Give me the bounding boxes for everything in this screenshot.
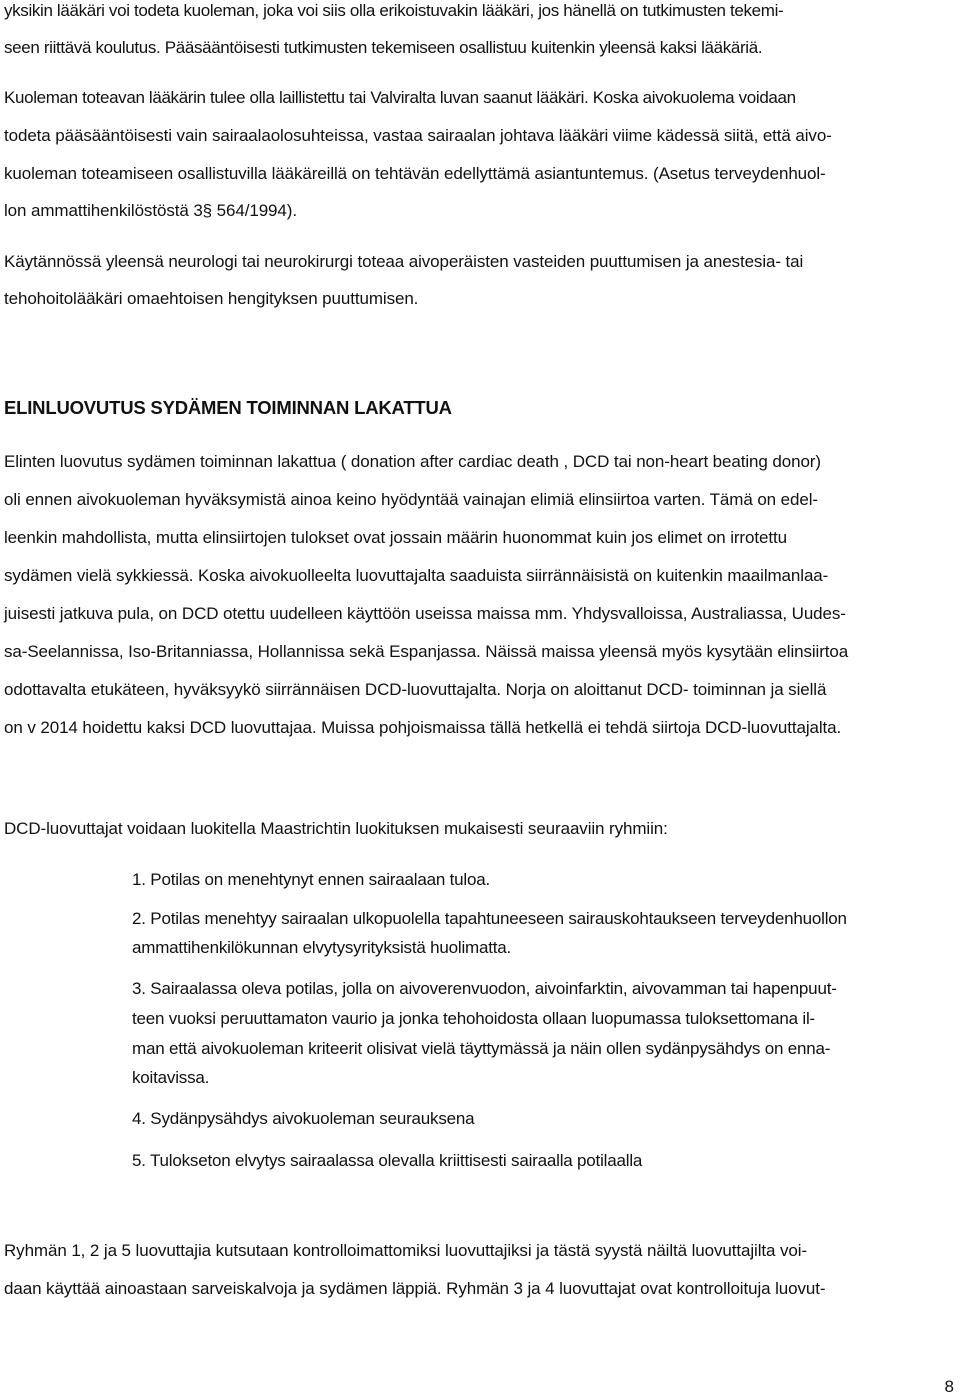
list-item-continuation: man että aivokuoleman kriteerit olisivat vielä täyttymässä ja näin ollen sydänpysähdys on enna-: [132, 1039, 831, 1058]
list-item-continuation: koitavissa.: [132, 1068, 210, 1087]
paragraph-line: oli ennen aivokuoleman hyväksymistä ainoa keino hyödyntää vainajan elimiä elinsiirtoa varten. Tämä on edel-: [4, 490, 818, 509]
list-item: 4. Sydänpysähdys aivokuoleman seurauksena: [132, 1109, 475, 1128]
paragraph-line: DCD-luovuttajat voidaan luokitella Maastrichtin luokituksen mukaisesti seuraaviin ryhmiin:: [4, 819, 668, 838]
paragraph-line: seen riittävä koulutus. Pääsääntöisesti tutkimusten tekemiseen osallistuu kuitenkin yleensä kaksi lääkäriä.: [4, 38, 763, 57]
paragraph-line: yksikin lääkäri voi todeta kuoleman, joka voi siis olla erikoistuvakin lääkäri, jos hänellä on tutkimusten tekemi-: [4, 1, 784, 20]
list-item: 1. Potilas on menehtynyt ennen sairaalaan tuloa.: [132, 870, 491, 889]
paragraph-line: Ryhmän 1, 2 ja 5 luovuttajia kutsutaan kontrolloimattomiksi luovuttajiksi ja tästä syystä näiltä luovuttajilta voi-: [4, 1241, 807, 1260]
paragraph-line: daan käyttää ainoastaan sarveiskalvoja ja sydämen läppiä. Ryhmän 3 ja 4 luovuttajat ovat kontrolloituja luovut-: [4, 1279, 826, 1298]
paragraph-line: Kuoleman toteavan lääkärin tulee olla laillistettu tai Valviralta luvan saanut lääkäri. Koska aivokuolema voidaan: [4, 88, 796, 107]
paragraph-line: juisesti jatkuva pula, on DCD otettu uudelleen käyttöön useissa maissa mm. Yhdysvalloissa, Australiassa, Uudes-: [4, 604, 846, 623]
section-heading: ELINLUOVUTUS SYDÄMEN TOIMINNAN LAKATTUA: [4, 397, 452, 418]
paragraph-line: sa-Seelannissa, Iso-Britanniassa, Hollannissa sekä Espanjassa. Näissä maissa yleensä myös kysytään elinsiirtoa: [4, 642, 849, 661]
paragraph-line: odottavalta etukäteen, hyväksyykö siirrännäisen DCD-luovuttajalta. Norja on aloittanut DCD- toiminnan ja siellä: [4, 680, 827, 699]
page-number: 8: [944, 1377, 954, 1396]
list-item-continuation: teen vuoksi peruuttamaton vaurio ja jonka tehohoidosta ollaan luopumassa tuloksettomana il-: [132, 1009, 816, 1028]
paragraph-line: on v 2014 hoidettu kaksi DCD luovuttajaa. Muissa pohjoismaissa tällä hetkellä ei tehdä siirtoja DCD-luovuttajalta.: [4, 718, 842, 737]
paragraph-line: lon ammattihenkilöstöstä 3§ 564/1994).: [4, 201, 297, 220]
paragraph-line: kuoleman toteamiseen osallistuvilla lääkäreillä on tehtävän edellyttämä asiantuntemus. (Asetus terveydenhuol-: [4, 164, 826, 183]
list-item: 3. Sairaalassa oleva potilas, jolla on aivoverenvuodon, aivoinfarktin, aivovamman tai hapenpuut-: [132, 979, 837, 998]
paragraph-line: tehohoitolääkäri omaehtoisen hengityksen puuttumisen.: [4, 289, 419, 308]
paragraph-line: sydämen vielä sykkiessä. Koska aivokuolleelta luovuttajalta saaduista siirrännäisistä on kuitenkin maailmanlaa-: [4, 566, 829, 585]
paragraph-line: todeta pääsääntöisesti vain sairaalaolosuhteissa, vastaa sairaalan johtava lääkäri viime kädessä siitä, että aivo-: [4, 126, 832, 145]
list-item: 5. Tulokseton elvytys sairaalassa olevalla kriittisesti sairaalla potilaalla: [132, 1151, 643, 1170]
paragraph-line: leenkin mahdollista, mutta elinsiirtojen tulokset ovat jossain määrin huonommat kuin jos elimet on irrotettu: [4, 528, 787, 547]
paragraph-line: Elinten luovutus sydämen toiminnan lakattua ( donation after cardiac death , DCD tai non-heart beating donor): [4, 452, 821, 471]
list-item: 2. Potilas menehtyy sairaalan ulkopuolella tapahtuneeseen sairauskohtaukseen terveydenhuollon: [132, 909, 847, 928]
paragraph-line: Käytännössä yleensä neurologi tai neurokirurgi toteaa aivoperäisten vasteiden puuttumisen ja anestesia- tai: [4, 252, 804, 271]
list-item-continuation: ammattihenkilökunnan elvytysyrityksistä huolimatta.: [132, 938, 512, 957]
